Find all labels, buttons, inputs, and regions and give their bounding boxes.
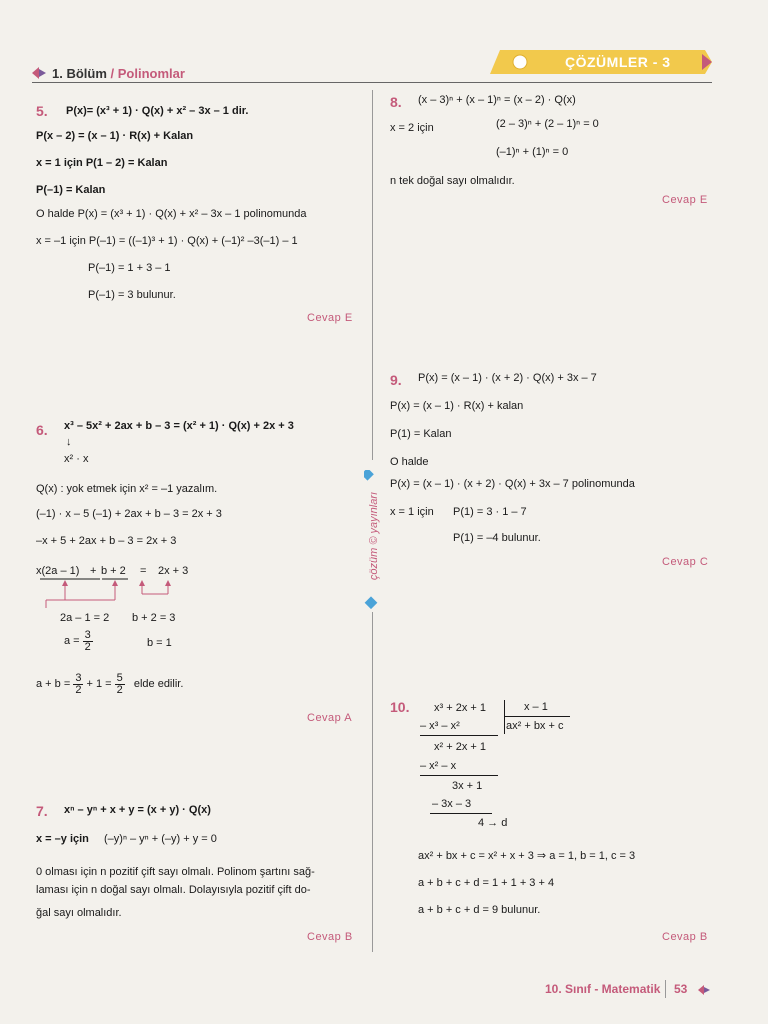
header-rule [32, 82, 712, 83]
q10-number: 10. [390, 699, 410, 715]
q9-line3: P(1) = Kalan [390, 428, 452, 440]
q9-number: 9. [390, 372, 402, 388]
q5-line8: P(–1) = 3 bulunur. [88, 289, 176, 301]
q10-quotient-line [504, 716, 570, 717]
q7-line2b: (–y)ⁿ – yⁿ + (–y) + y = 0 [104, 833, 217, 845]
q10-step5: – 3x – 3 [432, 798, 472, 810]
q6-sum: a + b = $\frac{3}{2}$ + 1 = $\frac{5}{2}$ elde edilir. [36, 672, 184, 696]
q6-b-value: b = 1 [147, 637, 172, 649]
sidebar-label: çözüm © yayınları [368, 491, 380, 581]
q6-eq-b: b + 2 = 3 [132, 612, 176, 624]
q10-quotient: ax² + bx + c [506, 720, 564, 732]
q6-rhs: 2x + 3 [158, 565, 189, 577]
section-label: 1. Bölüm / Polinomlar [52, 66, 185, 81]
q5-line4: P(–1) = Kalan [36, 184, 106, 196]
q8-line3: (–1)ⁿ + (1)ⁿ = 0 [496, 146, 569, 158]
q10-rule3 [430, 813, 492, 814]
fraction: $\frac{5}{2}$ [116, 672, 123, 696]
q7-para3: ğal sayı olmalıdır. [36, 907, 122, 919]
q5-number: 5. [36, 103, 48, 119]
q5-line6: x = –1 için P(–1) = ((–1)³ + 1) · Q(x) + (–1)² –3(–1) – 1 [36, 235, 298, 247]
q9-line6b: P(1) = 3 · 1 – 7 [453, 506, 527, 518]
q7-para1: 0 olması için n pozitif çift sayı olmalı. Polinom şartını sağ- [36, 866, 315, 878]
q6-arrow: ↓ [66, 436, 72, 448]
page-number: 53 [674, 982, 688, 996]
q10-step3: – x² – x [420, 760, 457, 772]
q10-line2: a + b + c + d = 1 + 1 + 3 + 4 [418, 877, 555, 889]
q7-number: 7. [36, 803, 48, 819]
banner-title: ÇÖZÜMLER - 3 [565, 54, 671, 70]
q10-answer: Cevap B [662, 931, 708, 943]
q10-division-bar [504, 700, 505, 734]
q7-answer: Cevap B [307, 931, 353, 943]
footer-divider [665, 980, 666, 998]
q5-line1: P(x)= (x³ + 1) · Q(x) + x² – 3x – 1 dir. [66, 105, 249, 117]
column-divider-top [372, 90, 373, 460]
footer-arrow-icon [698, 984, 712, 996]
q10-step4: 3x + 1 [452, 780, 483, 792]
q9-line1: P(x) = (x – 1) · (x + 2) · Q(x) + 3x – 7 [418, 372, 597, 384]
q6-line4: (–1) · x – 5 (–1) + 2ax + b – 3 = 2x + 3 [36, 508, 222, 520]
q6-answer: Cevap A [307, 712, 353, 724]
q9-line6a: x = 1 için [390, 506, 434, 518]
q10-step1: – x³ – x² [420, 720, 460, 732]
q6-line5: –x + 5 + 2ax + b – 3 = 2x + 3 [36, 535, 177, 547]
q8-line2b: (2 – 3)ⁿ + (2 – 1)ⁿ = 0 [496, 118, 599, 130]
q10-line3: a + b + c + d = 9 bulunur. [418, 904, 541, 916]
q6-a-value: a = $\frac{3}{2}$ [64, 629, 91, 653]
q7-para2: laması için n doğal sayı olmalı. Dolayısıyla pozitif çift do- [36, 884, 311, 896]
q6-term2: b + 2 [101, 565, 126, 577]
q6-plus: + [90, 565, 97, 577]
fraction: $\frac{3}{2}$ [75, 672, 82, 696]
q9-answer: Cevap C [662, 556, 709, 568]
q6-term1: x(2a – 1) [36, 565, 80, 577]
footer-label: 10. Sınıf - Matematik [545, 982, 661, 996]
q10-divisor: x – 1 [524, 701, 548, 713]
q5-line3: x = 1 için P(1 – 2) = Kalan [36, 157, 168, 169]
q9-line7: P(1) = –4 bulunur. [453, 532, 541, 544]
q10-line1: ax² + bx + c = x² + x + 3 ⇒ a = 1, b = 1, c = 3 [418, 850, 636, 862]
q7-line1: xⁿ – yⁿ + x + y = (x + y) · Q(x) [64, 804, 211, 816]
q9-line4: O halde [390, 456, 429, 468]
q8-answer: Cevap E [662, 194, 708, 206]
q5-line5: O halde P(x) = (x³ + 1) · Q(x) + x² – 3x – 1 polinomunda [36, 208, 307, 220]
q6-number: 6. [36, 422, 48, 438]
q10-dividend: x³ + 2x + 1 [434, 702, 486, 714]
header-arrow-icon [32, 66, 50, 80]
column-divider-bottom [372, 612, 373, 952]
q8-line4: n tek doğal sayı olmalıdır. [390, 175, 515, 187]
q9-line5: P(x) = (x – 1) · (x + 2) · Q(x) + 3x – 7 polinomunda [390, 478, 635, 490]
fraction: $\frac{3}{2}$ [84, 629, 91, 653]
q5-line2: P(x – 2) = (x – 1) · R(x) + Kalan [36, 130, 194, 142]
q10-step2: x² + 2x + 1 [434, 741, 486, 753]
sidebar-watermark [364, 470, 382, 610]
q5-line7: P(–1) = 1 + 3 – 1 [88, 262, 171, 274]
q6-line1: x³ – 5x² + 2ax + b – 3 = (x² + 1) · Q(x) + 2x + 3 [64, 420, 294, 432]
q8-line2a: x = 2 için [390, 122, 434, 134]
solutions-banner [490, 48, 715, 76]
q8-line1: (x – 3)ⁿ + (x – 1)ⁿ = (x – 2) · Q(x) [418, 94, 576, 106]
q6-eq: = [140, 565, 147, 577]
q5-answer: Cevap E [307, 312, 353, 324]
q7-line2a: x = –y için [36, 833, 89, 845]
q8-number: 8. [390, 94, 402, 110]
q10-rule1 [420, 735, 498, 736]
q10-rule2 [420, 775, 498, 776]
q6-line3: Q(x) : yok etmek için x² = –1 yazalım. [36, 483, 218, 495]
q10-remainder: 4 → d [478, 817, 508, 829]
q6-match-arrows [40, 578, 200, 608]
q6-line2: x² · x [64, 453, 89, 465]
q6-eq-a: 2a – 1 = 2 [60, 612, 110, 624]
q9-line2: P(x) = (x – 1) · R(x) + kalan [390, 400, 524, 412]
